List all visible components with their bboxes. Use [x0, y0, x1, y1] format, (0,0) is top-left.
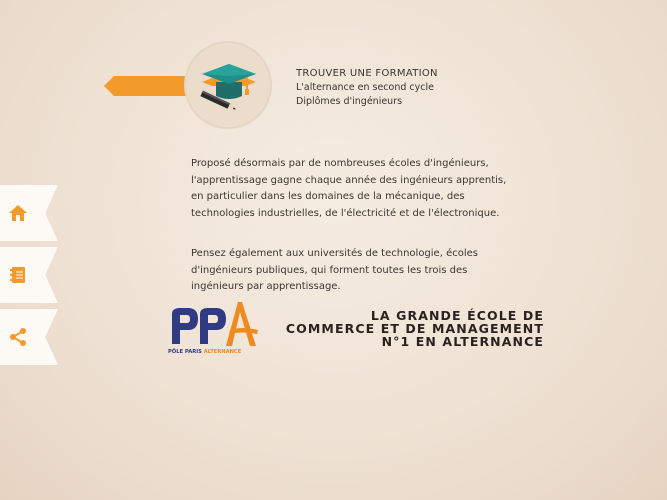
logo-caption [168, 349, 241, 355]
slogan-line3: N°1 EN ALTERNANCE [381, 334, 544, 349]
share-icon [8, 326, 28, 348]
header-line1: L'alternance en second cycle [296, 82, 434, 93]
ppa-logo-mark [168, 300, 260, 348]
graduation-cap-icon [198, 56, 260, 114]
header-line2: Diplômes d'ingénieurs [296, 96, 403, 107]
logo-caption-part1: PÔLE PARIS [168, 349, 204, 355]
ppa-logo [168, 300, 260, 360]
header-title: TROUVER UNE FORMATION [296, 68, 438, 79]
slogan-line1: LA GRANDE ÉCOLE DE [370, 308, 544, 323]
sidebar-item-home[interactable] [0, 185, 58, 241]
header-text [296, 67, 438, 109]
notebook-icon [8, 264, 28, 286]
logo-caption-part2: ALTERNANCE [203, 349, 242, 355]
slogan [286, 309, 544, 348]
paragraph-2: Pensez également aux universités de technologie, écoles d'ingénieurs publiques, qui forment toutes les trois des ingénieurs par apprentissage. [191, 248, 478, 292]
paragraph-1: Proposé désormais par de nombreuses écoles d'ingénieurs, l'apprentissage gagne chaque année des ingénieurs apprentis, en particulier dans les domaines de la mécanique, des technologies industrielles, de l'électricité et de l'électronique. [191, 158, 507, 219]
slogan-line2: COMMERCE ET DE MANAGEMENT [285, 321, 544, 336]
sidebar-item-share[interactable] [0, 309, 58, 365]
home-icon [8, 202, 28, 224]
sidebar-item-notebook[interactable] [0, 247, 58, 303]
